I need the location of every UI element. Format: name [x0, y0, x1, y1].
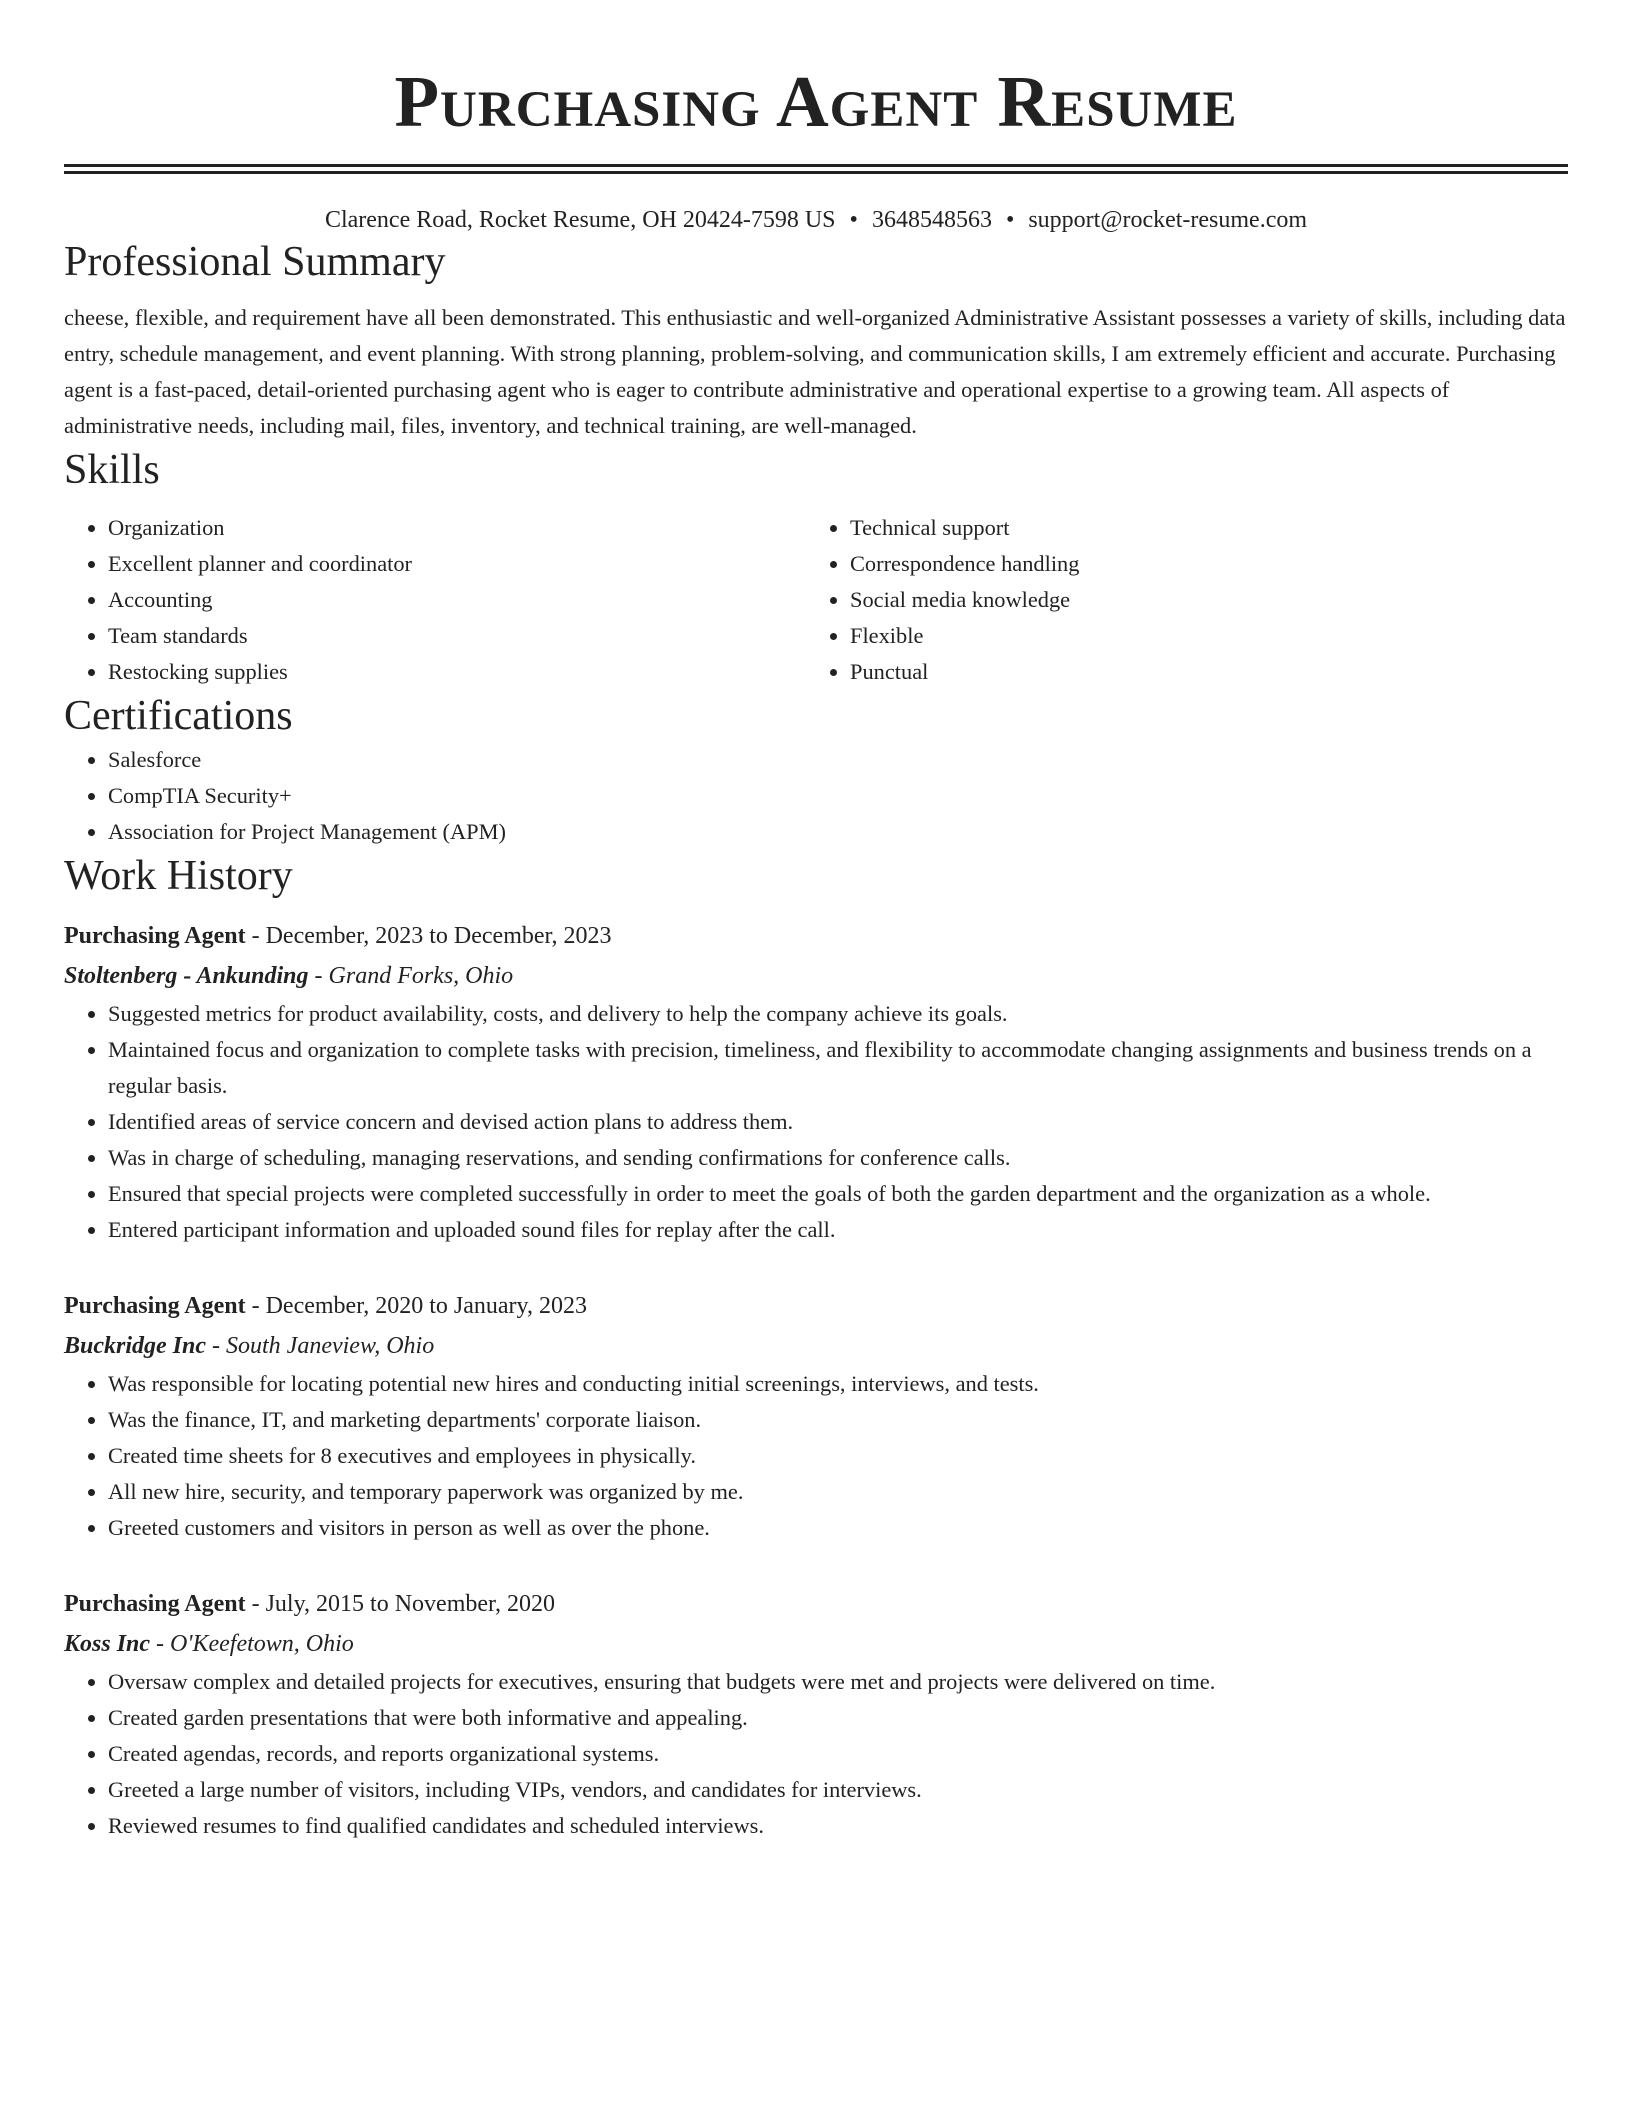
job-duty: • Reviewed resumes to find qualified candidates and scheduled interviews. [108, 1808, 1568, 1844]
contact-separator: • [849, 207, 858, 233]
job-duty: • Maintained focus and organization to complete tasks with precision, timeliness, and flexibility to accommodate changing assignments and business trends on a regular basis. [108, 1032, 1568, 1104]
contact-address: Clarence Road, Rocket Resume, OH 20424-7598 US [324, 207, 836, 233]
job-duty: • Oversaw complex and detailed projects for executives, ensuring that budgets were met and projects were delivered on time. [108, 1664, 1568, 1700]
job-company: Buckridge Inc [64, 1333, 207, 1359]
summary-heading: Professional Summary [64, 239, 446, 285]
job-duty: • Ensured that special projects were completed successfully in order to meet the goals of both the garden department and the organization as a whole. [108, 1176, 1568, 1212]
job-duty: • Was in charge of scheduling, managing reservations, and sending confirmations for conference calls. [108, 1140, 1568, 1176]
skills-column-right [806, 510, 1548, 690]
job-dash: - [206, 1333, 227, 1359]
job-company-line [64, 956, 1568, 996]
job-duty: • Identified areas of service concern and devised action plans to address them. [108, 1104, 1568, 1140]
job-location: O'Keefetown, Ohio [170, 1631, 354, 1657]
job-title-line [64, 916, 1568, 956]
job-location: Grand Forks, Ohio [328, 963, 514, 989]
job-duty: • All new hire, security, and temporary paperwork was organized by me. [108, 1474, 1568, 1510]
job-dates: December, 2020 to January, 2023 [265, 1293, 587, 1319]
skill-item: • Flexible [850, 618, 1548, 654]
skills-column-left [64, 510, 806, 690]
certifications-section [64, 690, 1568, 850]
job-dash: - [308, 963, 329, 989]
job-company: Koss Inc [64, 1631, 151, 1657]
job-duty: • Suggested metrics for product availability, costs, and delivery to help the company achieve its goals. [108, 996, 1568, 1032]
summary-section [64, 236, 1568, 444]
contact-line [64, 204, 1568, 236]
job-dash: - [245, 1293, 266, 1319]
certifications-list [64, 742, 1568, 850]
skills-section [64, 444, 1568, 690]
job-duty: • Was the finance, IT, and marketing departments' corporate liaison. [108, 1402, 1568, 1438]
skills-grid [64, 510, 1568, 690]
job-duty: • Greeted customers and visitors in person as well as over the phone. [108, 1510, 1568, 1546]
skill-item: • Organization [108, 510, 806, 546]
job-title: Purchasing Agent [64, 1293, 246, 1319]
job-company: Stoltenberg - Ankunding [64, 963, 309, 989]
job-dash: - [245, 1591, 266, 1617]
job-title: Purchasing Agent [64, 1591, 246, 1617]
job-duty: • Was responsible for locating potential new hires and conducting initial screenings, interviews, and tests. [108, 1366, 1568, 1402]
skill-item: • Correspondence handling [850, 546, 1548, 582]
job-company-line [64, 1624, 1568, 1664]
skill-item: • Excellent planner and coordinator [108, 546, 806, 582]
job-duty: • Created time sheets for 8 executives and employees in physically. [108, 1438, 1568, 1474]
certification-item: • CompTIA Security+ [108, 778, 1568, 814]
job-title-line [64, 1584, 1568, 1624]
skill-item: • Punctual [850, 654, 1548, 690]
skill-item: • Accounting [108, 582, 806, 618]
title-double-rule [64, 164, 1568, 174]
job-duty: • Entered participant information and uploaded sound files for replay after the call. [108, 1212, 1568, 1248]
job-dates: December, 2023 to December, 2023 [265, 923, 612, 949]
work-history-section [64, 850, 1568, 1844]
skills-heading: Skills [64, 447, 160, 493]
job-dash: - [150, 1631, 171, 1657]
skill-item: • Social media knowledge [850, 582, 1548, 618]
job-duties-list [64, 1366, 1568, 1546]
skill-item: • Technical support [850, 510, 1548, 546]
certification-item: • Association for Project Management (APM) [108, 814, 1568, 850]
job-duties-list [64, 1664, 1568, 1844]
job-title: Purchasing Agent [64, 923, 246, 949]
certification-item: • Salesforce [108, 742, 1568, 778]
skills-list-left [64, 510, 806, 690]
job-title-line [64, 1286, 1568, 1326]
job-duty: • Greeted a large number of visitors, including VIPs, vendors, and candidates for interviews. [108, 1772, 1568, 1808]
job-dash: - [245, 923, 266, 949]
job-duty: • Created agendas, records, and reports organizational systems. [108, 1736, 1568, 1772]
contact-email: support@rocket-resume.com [1028, 207, 1308, 233]
summary-text: cheese, flexible, and requirement have all been demonstrated. This enthusiastic and well-organized Administrative Assistant possesses a variety of skills, including data entry, schedule management, and event planning. With strong planning, problem-solving, and communication skills, I am extremely efficient and accurate. Purchasing agent is a fast-paced, detail-oriented purchasing agent who is eager to contribute administrative and operational expertise to a growing team. All aspects of administrative needs, including mail, files, inventory, and technical training, are well-managed. [64, 305, 1566, 438]
job-location: South Janeview, Ohio [226, 1333, 435, 1359]
skill-item: • Restocking supplies [108, 654, 806, 690]
skill-item: • Team standards [108, 618, 806, 654]
job-entry [64, 1286, 1568, 1546]
skills-list-right [806, 510, 1548, 690]
job-entry [64, 1584, 1568, 1844]
job-company-line [64, 1326, 1568, 1366]
job-duties-list [64, 996, 1568, 1248]
job-entry [64, 916, 1568, 1248]
contact-phone: 3648548563 [871, 207, 992, 233]
work-history-heading: Work History [64, 853, 293, 899]
contact-separator: • [1005, 207, 1015, 233]
resume-title: Purchasing Agent Resume [394, 61, 1238, 142]
job-duty: • Created garden presentations that were both informative and appealing. [108, 1700, 1568, 1736]
certifications-heading: Certifications [64, 693, 293, 739]
job-dates: July, 2015 to November, 2020 [265, 1591, 556, 1617]
